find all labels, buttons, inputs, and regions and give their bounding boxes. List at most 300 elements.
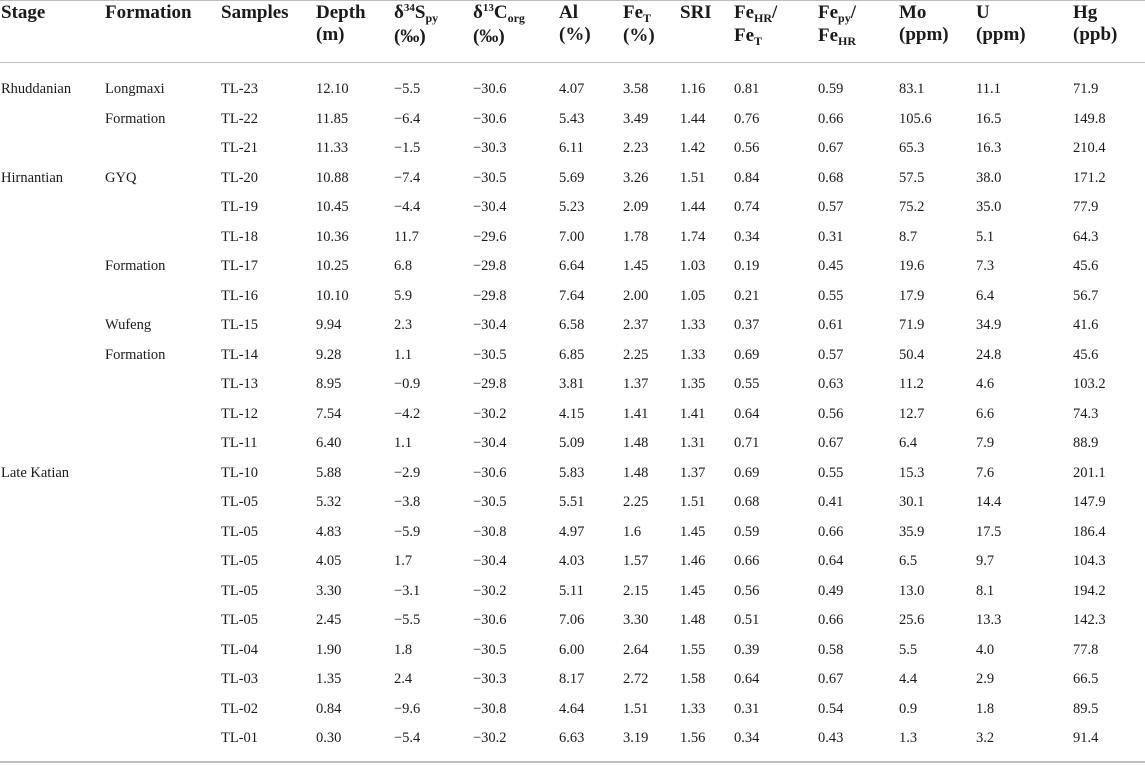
cell-samples: TL-10 xyxy=(221,464,259,481)
cell-depth: 5.32 xyxy=(316,494,342,510)
cell-mo: 0.9 xyxy=(899,700,918,717)
cell-fepy-fehr: 0.49 xyxy=(818,582,844,599)
cell-sri: 1.41 xyxy=(680,405,706,422)
cell-depth: 10.36 xyxy=(316,228,349,245)
cell-d13c: −30.2 xyxy=(473,405,507,422)
cell-fet: 2.23 xyxy=(623,140,649,156)
cell-formation: Formation xyxy=(105,258,166,274)
cell-hg: 45.6 xyxy=(1073,346,1099,363)
cell-al: 6.63 xyxy=(559,730,585,746)
cell-mo: 6.4 xyxy=(899,435,918,451)
cell-al: 4.15 xyxy=(559,405,585,422)
header-d13c-line1: $\delta^{13}C_{org}$ xyxy=(473,2,525,25)
cell-u: 16.3 xyxy=(976,140,1002,156)
cell-u: 1.8 xyxy=(976,700,995,717)
header-mo-line2: (ppm) xyxy=(899,24,949,45)
cell-sri: 1.42 xyxy=(680,140,706,156)
cell-u: 24.8 xyxy=(976,346,1002,363)
cell-d13c: −29.8 xyxy=(473,258,507,274)
cell-d34s: 2.3 xyxy=(394,317,413,333)
cell-sri: 1.33 xyxy=(680,700,706,717)
cell-fet: 3.49 xyxy=(623,110,649,127)
cell-fehr-fet: 0.84 xyxy=(734,169,760,186)
cell-sri: 1.45 xyxy=(680,582,706,599)
cell-al: 8.17 xyxy=(559,671,585,687)
cell-hg: 88.9 xyxy=(1073,435,1099,451)
cell-sri: 1.45 xyxy=(680,523,706,540)
cell-fepy-fehr: 0.55 xyxy=(818,287,844,304)
cell-al: 6.64 xyxy=(559,258,585,274)
cell-d34s: 11.7 xyxy=(394,228,419,245)
cell-d34s: −3.1 xyxy=(394,582,421,599)
cell-d34s: −7.4 xyxy=(394,169,421,186)
cell-mo: 83.1 xyxy=(899,81,925,97)
cell-samples: TL-05 xyxy=(221,582,259,599)
cell-fehr-fet: 0.71 xyxy=(734,435,760,451)
header-samples xyxy=(221,2,289,24)
header-fet xyxy=(623,2,655,47)
cell-fepy-fehr: 0.61 xyxy=(818,317,844,333)
cell-u: 7.6 xyxy=(976,464,995,481)
cell-d34s: −3.8 xyxy=(394,494,421,510)
cell-sri: 1.33 xyxy=(680,317,706,333)
cell-samples: TL-22 xyxy=(221,110,259,127)
cell-hg: 103.2 xyxy=(1073,376,1106,392)
cell-depth: 3.30 xyxy=(316,582,342,599)
cell-d13c: −30.6 xyxy=(473,612,507,628)
cell-al: 5.11 xyxy=(559,582,584,599)
cell-mo: 13.0 xyxy=(899,582,925,599)
table-top-rule xyxy=(0,0,1145,1)
cell-al: 4.64 xyxy=(559,700,585,717)
header-depth-line1: Depth xyxy=(316,2,366,23)
cell-depth: 2.45 xyxy=(316,612,342,628)
cell-fet: 2.37 xyxy=(623,317,649,333)
cell-fehr-fet: 0.66 xyxy=(734,553,760,569)
cell-al: 7.64 xyxy=(559,287,585,304)
cell-fehr-fet: 0.68 xyxy=(734,494,760,510)
cell-d13c: −30.6 xyxy=(473,81,507,97)
cell-mo: 5.5 xyxy=(899,641,918,658)
cell-samples: TL-13 xyxy=(221,376,259,392)
cell-fepy-fehr: 0.66 xyxy=(818,523,844,540)
cell-u: 13.3 xyxy=(976,612,1002,628)
cell-fepy-fehr: 0.54 xyxy=(818,700,844,717)
cell-samples: TL-05 xyxy=(221,553,259,569)
cell-sri: 1.31 xyxy=(680,435,706,451)
cell-fepy-fehr: 0.64 xyxy=(818,553,844,569)
cell-formation: Longmaxi xyxy=(105,81,165,97)
cell-al: 6.58 xyxy=(559,317,585,333)
cell-al: 5.51 xyxy=(559,494,585,510)
cell-stage: Late Katian xyxy=(1,464,70,481)
cell-d13c: −29.8 xyxy=(473,376,507,392)
cell-fehr-fet: 0.69 xyxy=(734,464,760,481)
cell-sri: 1.58 xyxy=(680,671,706,687)
cell-hg: 71.9 xyxy=(1073,81,1099,97)
cell-d34s: 5.9 xyxy=(394,287,413,304)
cell-hg: 91.4 xyxy=(1073,730,1099,746)
cell-d34s: −5.5 xyxy=(394,612,421,628)
cell-u: 11.1 xyxy=(976,81,1001,97)
cell-d34s: −5.9 xyxy=(394,523,421,540)
cell-sri: 1.37 xyxy=(680,464,706,481)
cell-mo: 4.4 xyxy=(899,671,918,687)
cell-d13c: −30.2 xyxy=(473,582,507,599)
cell-d13c: −30.4 xyxy=(473,317,507,333)
cell-hg: 66.5 xyxy=(1073,671,1099,687)
cell-mo: 105.6 xyxy=(899,110,932,127)
cell-sri: 1.46 xyxy=(680,553,706,569)
cell-fepy-fehr: 0.59 xyxy=(818,81,844,97)
cell-d34s: −5.5 xyxy=(394,81,421,97)
cell-mo: 71.9 xyxy=(899,317,925,333)
cell-fet: 2.00 xyxy=(623,287,649,304)
cell-u: 8.1 xyxy=(976,582,995,599)
cell-hg: 41.6 xyxy=(1073,317,1099,333)
cell-hg: 56.7 xyxy=(1073,287,1099,304)
header-al xyxy=(559,2,591,46)
header-fepy-fehr-line1: $Fe_{py}/$ xyxy=(818,2,857,25)
cell-u: 7.9 xyxy=(976,435,995,451)
header-fet-line2: (%) xyxy=(623,25,655,46)
cell-samples: TL-11 xyxy=(221,435,258,451)
cell-fehr-fet: 0.81 xyxy=(734,81,760,97)
cell-fet: 2.25 xyxy=(623,494,649,510)
cell-d34s: 1.1 xyxy=(394,346,413,363)
cell-u: 6.6 xyxy=(976,405,995,422)
cell-d34s: 2.4 xyxy=(394,671,413,687)
cell-samples: TL-23 xyxy=(221,81,259,97)
header-depth-line2: (m) xyxy=(316,24,345,45)
cell-d13c: −30.8 xyxy=(473,700,507,717)
cell-d34s: −4.2 xyxy=(394,405,421,422)
cell-sri: 1.44 xyxy=(680,110,706,127)
cell-fepy-fehr: 0.67 xyxy=(818,671,844,687)
cell-depth: 9.94 xyxy=(316,317,342,333)
cell-u: 16.5 xyxy=(976,110,1002,127)
cell-mo: 35.9 xyxy=(899,523,925,540)
cell-d34s: −9.6 xyxy=(394,700,421,717)
cell-mo: 30.1 xyxy=(899,494,925,510)
cell-u: 5.1 xyxy=(976,228,995,245)
cell-sri: 1.48 xyxy=(680,612,706,628)
cell-fet: 3.19 xyxy=(623,730,649,746)
cell-fet: 1.41 xyxy=(623,405,649,422)
header-stage-line1: Stage xyxy=(1,2,46,23)
cell-mo: 50.4 xyxy=(899,346,925,363)
cell-d13c: −30.8 xyxy=(473,523,507,540)
cell-fepy-fehr: 0.57 xyxy=(818,199,844,215)
cell-formation: GYQ xyxy=(105,169,137,186)
cell-samples: TL-05 xyxy=(221,523,259,540)
header-d34s-line1: $\delta^{34}S_{py}$ xyxy=(394,2,439,25)
cell-sri: 1.33 xyxy=(680,346,706,363)
cell-fehr-fet: 0.34 xyxy=(734,730,760,746)
cell-fet: 3.26 xyxy=(623,169,649,186)
cell-fehr-fet: 0.59 xyxy=(734,523,760,540)
cell-d13c: −29.6 xyxy=(473,228,507,245)
cell-fepy-fehr: 0.56 xyxy=(818,405,844,422)
cell-samples: TL-02 xyxy=(221,700,259,717)
cell-d13c: −30.4 xyxy=(473,435,507,451)
header-d13c-line2: (‰) xyxy=(473,26,505,47)
header-fehr-fet-line1: $Fe_{HR}/$ xyxy=(734,2,778,25)
cell-hg: 74.3 xyxy=(1073,405,1099,422)
cell-fepy-fehr: 0.45 xyxy=(818,258,844,274)
cell-hg: 104.3 xyxy=(1073,553,1106,569)
cell-mo: 15.3 xyxy=(899,464,925,481)
header-fet-line1: $Fe_T$ xyxy=(623,2,652,25)
cell-fepy-fehr: 0.67 xyxy=(818,435,844,451)
cell-mo: 17.9 xyxy=(899,287,925,304)
cell-sri: 1.16 xyxy=(680,81,706,97)
cell-fet: 1.37 xyxy=(623,376,649,392)
cell-sri: 1.05 xyxy=(680,287,706,304)
header-u-line1: U xyxy=(976,2,990,23)
cell-samples: TL-21 xyxy=(221,140,259,156)
cell-samples: TL-12 xyxy=(221,405,259,422)
header-fepy-fehr xyxy=(818,2,856,48)
cell-u: 9.7 xyxy=(976,553,995,569)
cell-fehr-fet: 0.74 xyxy=(734,199,760,215)
cell-d13c: −29.8 xyxy=(473,287,507,304)
header-hg-line2: (ppb) xyxy=(1073,24,1118,45)
cell-fet: 1.6 xyxy=(623,523,642,540)
cell-depth: 11.33 xyxy=(316,140,349,156)
cell-depth: 4.05 xyxy=(316,553,342,569)
cell-hg: 142.3 xyxy=(1073,612,1106,628)
cell-al: 6.11 xyxy=(559,140,584,156)
cell-fet: 2.25 xyxy=(623,346,649,363)
cell-fehr-fet: 0.21 xyxy=(734,287,760,304)
cell-fet: 3.30 xyxy=(623,612,649,628)
cell-fet: 1.48 xyxy=(623,435,649,451)
header-al-line2: (%) xyxy=(559,24,591,45)
cell-hg: 45.6 xyxy=(1073,258,1099,274)
cell-samples: TL-14 xyxy=(221,346,259,363)
cell-depth: 12.10 xyxy=(316,81,349,97)
cell-d13c: −30.6 xyxy=(473,110,507,127)
cell-hg: 194.2 xyxy=(1073,582,1106,599)
cell-d34s: −5.4 xyxy=(394,730,421,746)
cell-fehr-fet: 0.76 xyxy=(734,110,760,127)
cell-d34s: −2.9 xyxy=(394,464,421,481)
header-depth xyxy=(316,2,366,46)
cell-sri: 1.51 xyxy=(680,169,706,186)
cell-mo: 6.5 xyxy=(899,553,918,569)
cell-d34s: −1.5 xyxy=(394,140,421,156)
cell-d13c: −30.5 xyxy=(473,494,507,510)
header-sri-line1: SRI xyxy=(680,2,712,23)
cell-depth: 10.45 xyxy=(316,199,349,215)
cell-al: 6.85 xyxy=(559,346,585,363)
cell-fepy-fehr: 0.41 xyxy=(818,494,844,510)
cell-al: 6.00 xyxy=(559,641,585,658)
cell-d34s: −6.4 xyxy=(394,110,421,127)
cell-d13c: −30.3 xyxy=(473,140,507,156)
cell-depth: 8.95 xyxy=(316,376,342,392)
header-fehr-fet-line2: $Fe_T$ xyxy=(734,25,763,48)
cell-d34s: 6.8 xyxy=(394,258,413,274)
cell-u: 14.4 xyxy=(976,494,1002,510)
cell-hg: 171.2 xyxy=(1073,169,1106,186)
header-mo xyxy=(899,2,949,46)
header-fepy-fehr-line2: $Fe_{HR}$ xyxy=(818,25,857,48)
cell-fet: 1.78 xyxy=(623,228,649,245)
cell-sri: 1.74 xyxy=(680,228,706,245)
header-d34s xyxy=(394,2,438,48)
cell-al: 3.81 xyxy=(559,376,585,392)
cell-d13c: −30.5 xyxy=(473,346,507,363)
cell-fehr-fet: 0.31 xyxy=(734,700,760,717)
cell-fehr-fet: 0.56 xyxy=(734,140,760,156)
cell-d34s: 1.1 xyxy=(394,435,413,451)
cell-d13c: −30.6 xyxy=(473,464,507,481)
cell-samples: TL-19 xyxy=(221,199,259,215)
cell-fehr-fet: 0.34 xyxy=(734,228,760,245)
cell-fepy-fehr: 0.68 xyxy=(818,169,844,186)
cell-d13c: −30.5 xyxy=(473,641,507,658)
cell-fehr-fet: 0.51 xyxy=(734,612,760,628)
cell-al: 4.97 xyxy=(559,523,585,540)
cell-depth: 10.88 xyxy=(316,169,349,186)
header-stage xyxy=(1,2,45,24)
cell-mo: 65.3 xyxy=(899,140,925,156)
cell-fepy-fehr: 0.67 xyxy=(818,140,844,156)
cell-fepy-fehr: 0.66 xyxy=(818,612,844,628)
cell-u: 35.0 xyxy=(976,199,1002,215)
cell-fet: 1.45 xyxy=(623,258,649,274)
cell-samples: TL-20 xyxy=(221,169,259,186)
cell-sri: 1.03 xyxy=(680,258,706,274)
cell-mo: 8.7 xyxy=(899,228,918,245)
cell-fehr-fet: 0.39 xyxy=(734,641,760,658)
cell-d34s: 1.7 xyxy=(394,553,413,569)
cell-depth: 10.25 xyxy=(316,258,349,274)
cell-d13c: −30.5 xyxy=(473,169,507,186)
cell-depth: 0.84 xyxy=(316,700,342,717)
cell-samples: TL-04 xyxy=(221,641,259,658)
cell-hg: 77.8 xyxy=(1073,641,1099,658)
cell-formation: Formation xyxy=(105,110,166,127)
cell-fet: 3.58 xyxy=(623,81,649,97)
cell-u: 38.0 xyxy=(976,169,1002,186)
cell-fepy-fehr: 0.43 xyxy=(818,730,844,746)
header-samples-line1: Samples xyxy=(221,2,289,23)
cell-al: 5.69 xyxy=(559,169,585,186)
cell-u: 34.9 xyxy=(976,317,1002,333)
cell-hg: 77.9 xyxy=(1073,199,1099,215)
cell-fehr-fet: 0.64 xyxy=(734,405,760,422)
header-u xyxy=(976,2,1026,46)
cell-samples: TL-03 xyxy=(221,671,259,687)
cell-fet: 1.51 xyxy=(623,700,649,717)
header-sri xyxy=(680,2,712,24)
header-d34s-line2: (‰) xyxy=(394,26,426,47)
cell-samples: TL-16 xyxy=(221,287,259,304)
cell-d13c: −30.4 xyxy=(473,553,507,569)
cell-hg: 147.9 xyxy=(1073,494,1106,510)
cell-al: 5.43 xyxy=(559,110,585,127)
cell-samples: TL-01 xyxy=(221,730,259,746)
cell-fehr-fet: 0.19 xyxy=(734,258,760,274)
cell-fet: 2.72 xyxy=(623,671,649,687)
cell-samples: TL-18 xyxy=(221,228,259,245)
cell-al: 4.03 xyxy=(559,553,585,569)
cell-mo: 75.2 xyxy=(899,199,925,215)
cell-depth: 7.54 xyxy=(316,405,342,422)
cell-formation: Formation xyxy=(105,346,166,363)
cell-u: 2.9 xyxy=(976,671,995,687)
cell-hg: 149.8 xyxy=(1073,110,1106,127)
cell-sri: 1.44 xyxy=(680,199,706,215)
cell-mo: 12.7 xyxy=(899,405,925,422)
cell-al: 5.83 xyxy=(559,464,585,481)
cell-hg: 210.4 xyxy=(1073,140,1106,156)
cell-hg: 186.4 xyxy=(1073,523,1106,540)
cell-u: 4.0 xyxy=(976,641,995,658)
header-fehr-fet xyxy=(734,2,777,48)
cell-hg: 64.3 xyxy=(1073,228,1099,245)
cell-fepy-fehr: 0.66 xyxy=(818,110,844,127)
cell-depth: 4.83 xyxy=(316,523,342,540)
cell-mo: 11.2 xyxy=(899,376,924,392)
cell-fet: 1.48 xyxy=(623,464,649,481)
cell-fet: 2.09 xyxy=(623,199,649,215)
cell-fehr-fet: 0.69 xyxy=(734,346,760,363)
cell-u: 4.6 xyxy=(976,376,995,392)
cell-al: 4.07 xyxy=(559,81,585,97)
cell-d34s: −0.9 xyxy=(394,376,421,392)
cell-depth: 1.90 xyxy=(316,641,342,658)
cell-u: 3.2 xyxy=(976,730,995,746)
cell-fehr-fet: 0.56 xyxy=(734,582,760,599)
cell-fet: 1.57 xyxy=(623,553,649,569)
cell-fepy-fehr: 0.57 xyxy=(818,346,844,363)
cell-mo: 1.3 xyxy=(899,730,918,746)
cell-stage: Hirnantian xyxy=(1,169,64,186)
table-header-rule xyxy=(0,62,1145,63)
cell-fehr-fet: 0.37 xyxy=(734,317,760,333)
cell-d34s: 1.8 xyxy=(394,641,413,658)
cell-hg: 89.5 xyxy=(1073,700,1099,717)
cell-samples: TL-05 xyxy=(221,612,259,628)
cell-d13c: −30.4 xyxy=(473,199,507,215)
cell-fepy-fehr: 0.55 xyxy=(818,464,844,481)
cell-u: 17.5 xyxy=(976,523,1002,540)
header-u-line2: (ppm) xyxy=(976,24,1026,45)
cell-mo: 25.6 xyxy=(899,612,925,628)
cell-fet: 2.15 xyxy=(623,582,649,599)
cell-depth: 10.10 xyxy=(316,287,349,304)
cell-fepy-fehr: 0.31 xyxy=(818,228,844,245)
cell-mo: 19.6 xyxy=(899,258,925,274)
cell-sri: 1.51 xyxy=(680,494,706,510)
cell-sri: 1.56 xyxy=(680,730,706,746)
cell-u: 6.4 xyxy=(976,287,995,304)
header-al-line1: Al xyxy=(559,2,578,23)
header-hg-line1: Hg xyxy=(1073,2,1098,23)
cell-depth: 5.88 xyxy=(316,464,342,481)
cell-sri: 1.55 xyxy=(680,641,706,658)
cell-fepy-fehr: 0.58 xyxy=(818,641,844,658)
cell-depth: 0.30 xyxy=(316,730,342,746)
cell-fet: 2.64 xyxy=(623,641,649,658)
table-bottom-rule xyxy=(0,761,1145,763)
cell-d13c: −30.2 xyxy=(473,730,507,746)
cell-depth: 6.40 xyxy=(316,435,342,451)
